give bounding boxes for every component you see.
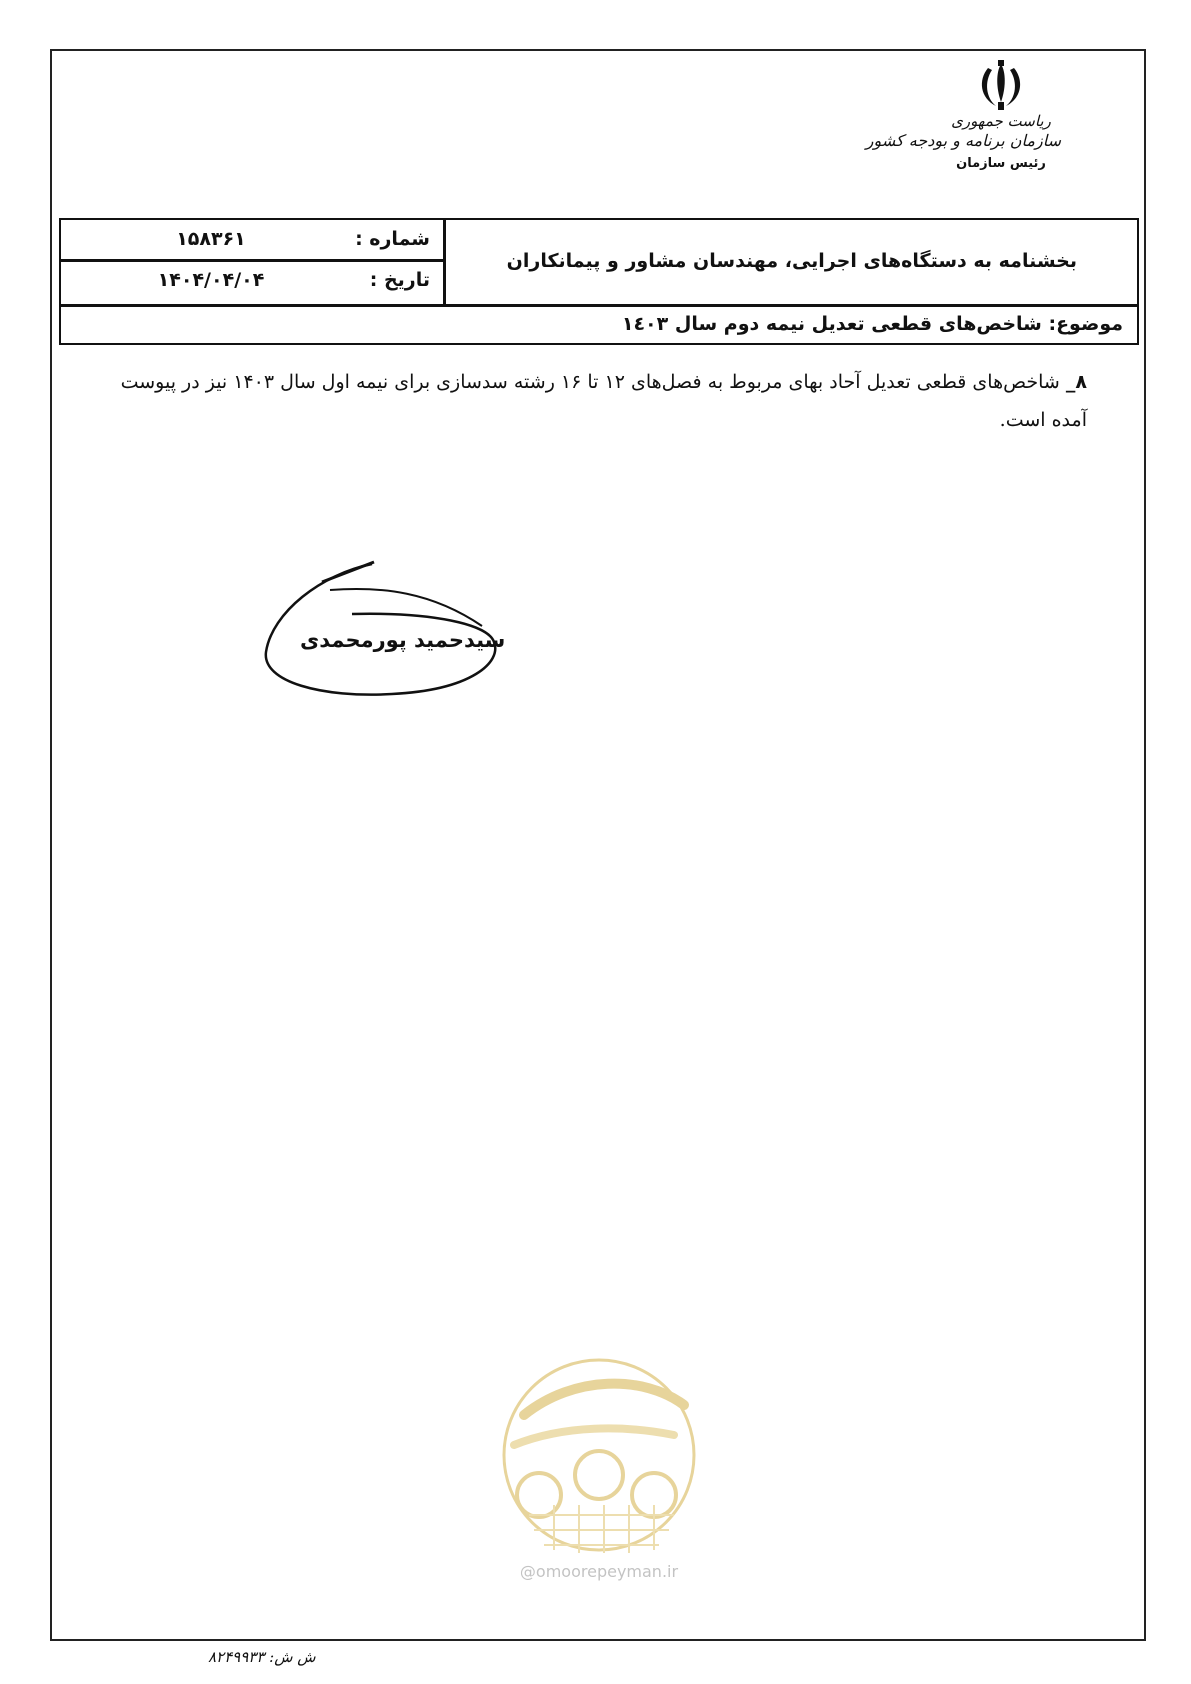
subject-line: موضوع: شاخص‌های قطعی تعدیل نیمه دوم سال ۱٤۰۳ (621, 313, 1123, 335)
watermark-handle: @omoorepeyman.ir (519, 1562, 679, 1581)
org-presidency: ریاست جمهوری (951, 112, 1051, 130)
date-value: ۱۴۰۴/۰۴/۰۴ (157, 269, 265, 291)
office-title: رئیس سازمان (956, 156, 1046, 171)
number-value: ۱۵۸۳۶۱ (176, 228, 246, 250)
item-number: ۸_ (1065, 371, 1087, 393)
body-paragraph (97, 363, 1087, 439)
item-text: شاخص‌های قطعی تعدیل آحاد بهای مربوط به فصل‌های ۱۲ تا ۱۶ رشته سدسازی برای نیمه اول سال ۱۴۰۳ نیز در پیوست آمده است. (120, 371, 1087, 431)
signature-block (262, 552, 522, 702)
watermark (484, 1355, 714, 1605)
header-table (59, 218, 1139, 345)
table-divider-vertical (443, 220, 446, 304)
table-divider-left (61, 259, 444, 262)
signature-scribble-icon (262, 552, 522, 702)
signer-name: سیدحمید پورمحمدی (300, 628, 506, 652)
iran-emblem-icon (974, 58, 1028, 112)
table-divider-subject (61, 304, 1137, 307)
org-name: سازمان برنامه و بودجه کشور (865, 131, 1061, 150)
date-label: تاریخ : (369, 269, 430, 291)
watermark-logo-icon (484, 1355, 714, 1565)
number-label: شماره : (355, 228, 430, 250)
recipient-line: بخشنامه به دستگاه‌های اجرایی، مهندسان مشاور و پیمانکاران (506, 250, 1077, 272)
footer-code: ش ش: ۸۲۴۹۹۳۳ (208, 1648, 316, 1666)
letterhead (865, 58, 1061, 208)
